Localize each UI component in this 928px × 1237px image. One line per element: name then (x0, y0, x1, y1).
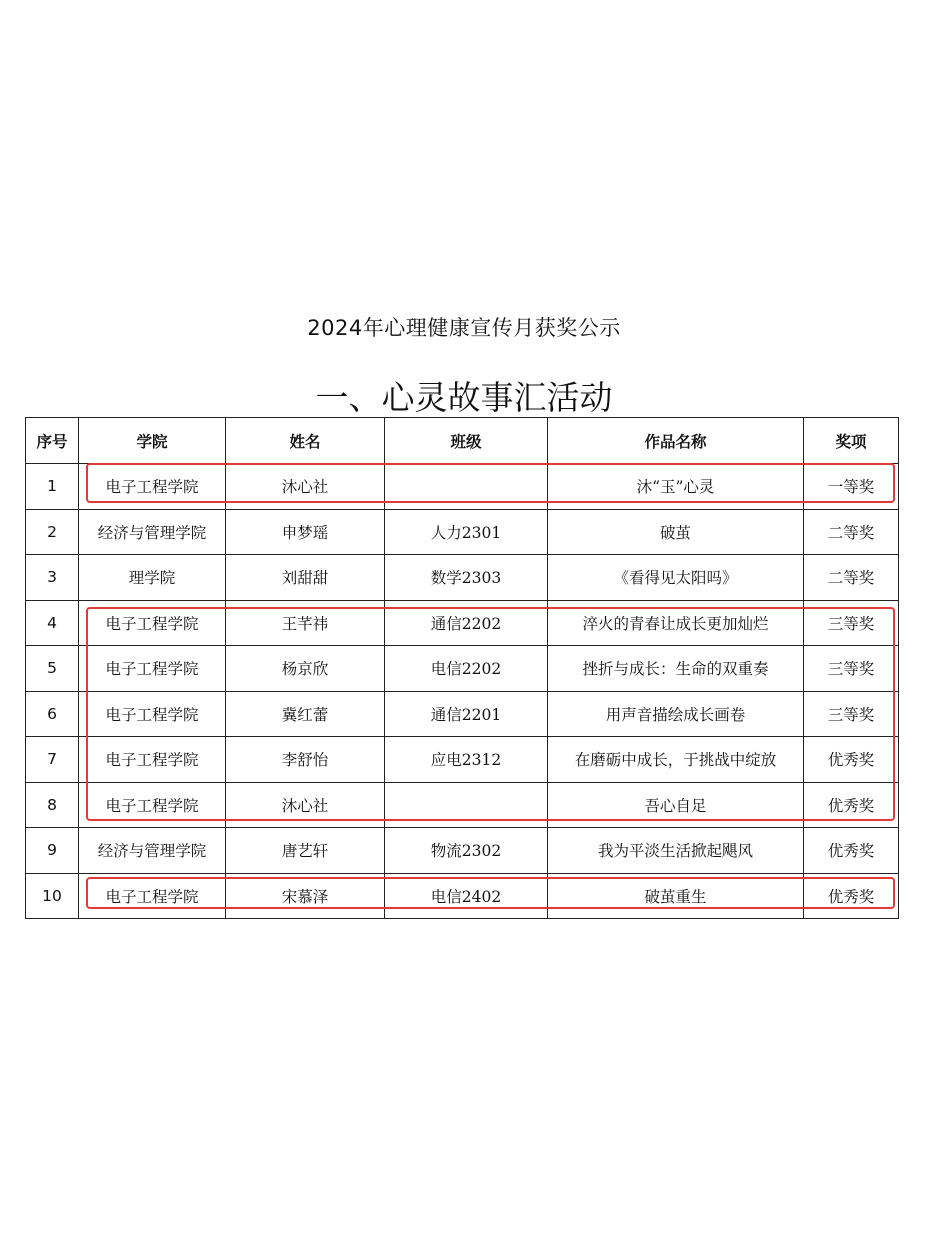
header-no: 序号 (26, 418, 79, 464)
award-table (25, 417, 899, 919)
cell-class: 电信2202 (385, 646, 548, 692)
cell-class: 数学2303 (385, 555, 548, 601)
cell-no: 8 (26, 782, 79, 828)
header-award: 奖项 (804, 418, 899, 464)
table-row (26, 828, 899, 874)
cell-college: 电子工程学院 (79, 646, 226, 692)
cell-award: 三等奖 (804, 691, 899, 737)
cell-award: 三等奖 (804, 646, 899, 692)
cell-work: 《看得见太阳吗》 (548, 555, 804, 601)
cell-college: 理学院 (79, 555, 226, 601)
cell-work: 我为平淡生活掀起飓风 (548, 828, 804, 874)
cell-name: 沐心社 (226, 782, 385, 828)
cell-award: 二等奖 (804, 509, 899, 555)
cell-class: 通信2201 (385, 691, 548, 737)
cell-name: 王芊祎 (226, 600, 385, 646)
cell-name: 申梦瑶 (226, 509, 385, 555)
cell-no: 9 (26, 828, 79, 874)
cell-college: 电子工程学院 (79, 691, 226, 737)
cell-college: 电子工程学院 (79, 873, 226, 919)
cell-no: 3 (26, 555, 79, 601)
cell-award: 优秀奖 (804, 782, 899, 828)
cell-no: 5 (26, 646, 79, 692)
cell-class (385, 464, 548, 510)
table-row (26, 555, 899, 601)
cell-name: 沐心社 (226, 464, 385, 510)
cell-class: 人力2301 (385, 509, 548, 555)
cell-class: 物流2302 (385, 828, 548, 874)
cell-college: 经济与管理学院 (79, 828, 226, 874)
cell-award: 一等奖 (804, 464, 899, 510)
table-row (26, 691, 899, 737)
cell-college: 经济与管理学院 (79, 509, 226, 555)
cell-no: 2 (26, 509, 79, 555)
table-row (26, 782, 899, 828)
cell-college: 电子工程学院 (79, 600, 226, 646)
cell-class (385, 782, 548, 828)
cell-no: 6 (26, 691, 79, 737)
table-row (26, 737, 899, 783)
document-title: 2024年心理健康宣传月获奖公示 (307, 316, 621, 340)
cell-award: 优秀奖 (804, 737, 899, 783)
cell-name: 冀红蕾 (226, 691, 385, 737)
cell-work: 挫折与成长：生命的双重奏 (548, 646, 804, 692)
cell-work: 破茧 (548, 509, 804, 555)
table-row (26, 509, 899, 555)
cell-work: 沐“玉”心灵 (548, 464, 804, 510)
cell-name: 宋慕泽 (226, 873, 385, 919)
cell-name: 李舒怡 (226, 737, 385, 783)
cell-work: 破茧重生 (548, 873, 804, 919)
cell-class: 应电2312 (385, 737, 548, 783)
cell-name: 唐艺轩 (226, 828, 385, 874)
table-row (26, 873, 899, 919)
cell-college: 电子工程学院 (79, 464, 226, 510)
cell-class: 电信2402 (385, 873, 548, 919)
header-college: 学院 (79, 418, 226, 464)
cell-college: 电子工程学院 (79, 737, 226, 783)
cell-work: 在磨砺中成长，于挑战中绽放 (548, 737, 804, 783)
cell-name: 刘甜甜 (226, 555, 385, 601)
cell-award: 优秀奖 (804, 828, 899, 874)
table-row (26, 646, 899, 692)
cell-award: 优秀奖 (804, 873, 899, 919)
cell-work: 淬火的青春让成长更加灿烂 (548, 600, 804, 646)
cell-award: 二等奖 (804, 555, 899, 601)
header-work: 作品名称 (548, 418, 804, 464)
table-row (26, 464, 899, 510)
cell-award: 三等奖 (804, 600, 899, 646)
cell-work: 用声音描绘成长画卷 (548, 691, 804, 737)
header-name: 姓名 (226, 418, 385, 464)
cell-no: 4 (26, 600, 79, 646)
cell-no: 1 (26, 464, 79, 510)
cell-class: 通信2202 (385, 600, 548, 646)
header-class: 班级 (385, 418, 548, 464)
cell-no: 7 (26, 737, 79, 783)
table-header-row (26, 418, 899, 464)
cell-name: 杨京欣 (226, 646, 385, 692)
cell-college: 电子工程学院 (79, 782, 226, 828)
table-row (26, 600, 899, 646)
cell-work: 吾心自足 (548, 782, 804, 828)
cell-no: 10 (26, 873, 79, 919)
section-title: 一、心灵故事汇活动 (315, 378, 613, 417)
